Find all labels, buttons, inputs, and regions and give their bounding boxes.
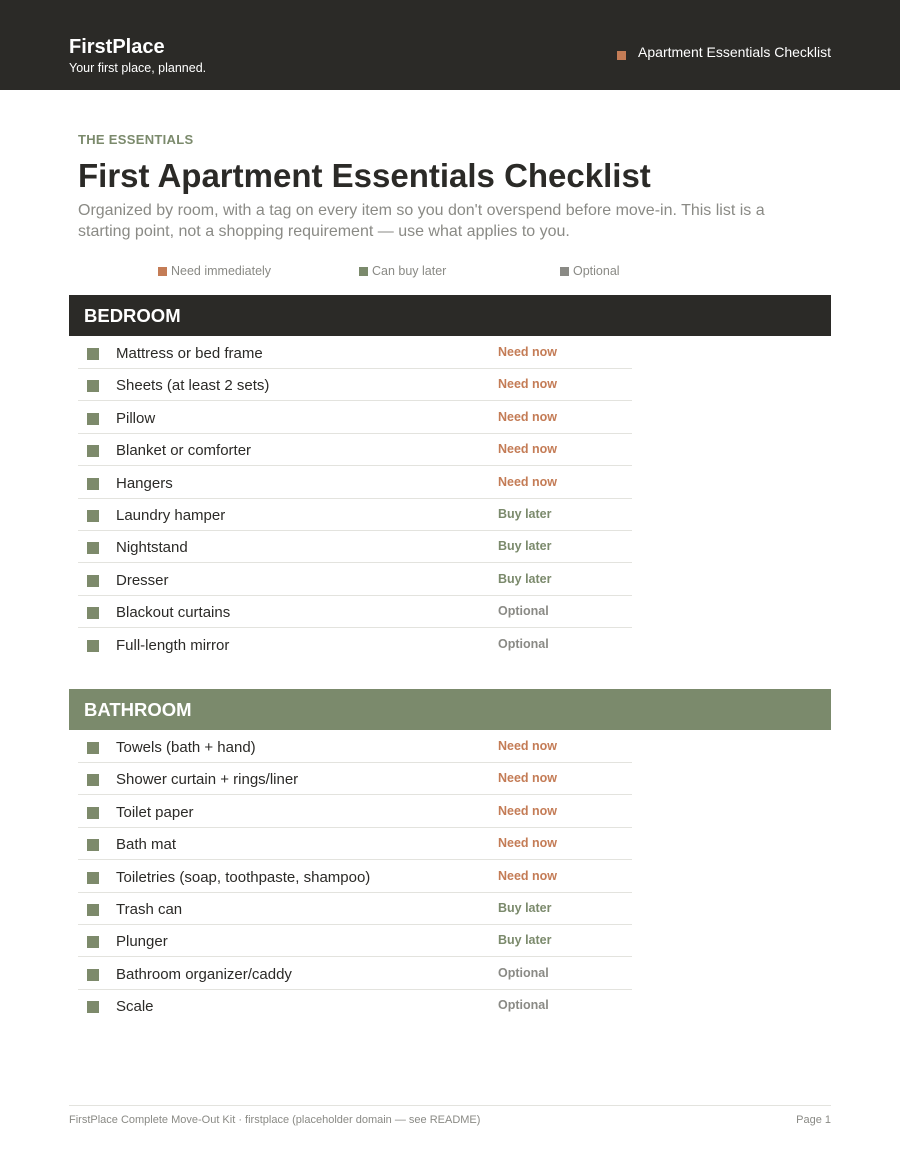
checklist-item <box>78 828 632 860</box>
section-eyebrow: THE ESSENTIALS <box>78 132 194 147</box>
item-label: Toiletries (soap, toothpaste, shampoo) <box>116 868 371 886</box>
priority-tag: Need now <box>498 771 558 786</box>
priority-tag: Buy later <box>498 933 552 948</box>
checklist-item <box>78 402 632 434</box>
checkbox-icon[interactable] <box>87 510 99 522</box>
item-label: Blanket or comforter <box>116 442 252 460</box>
legend <box>0 264 900 280</box>
item-label: Scale <box>116 998 154 1016</box>
checklist-item <box>78 861 632 893</box>
priority-tag: Buy later <box>498 507 552 521</box>
checkbox-icon[interactable] <box>87 445 99 457</box>
priority-tag: Need now <box>498 442 558 457</box>
checkbox-icon[interactable] <box>87 478 99 490</box>
legend-item-need-immediately <box>158 264 271 278</box>
priority-tag: Need now <box>498 345 558 359</box>
checklist-item <box>78 925 632 957</box>
square-bullet-icon <box>617 51 626 60</box>
top-bar <box>0 0 900 90</box>
checkbox-icon[interactable] <box>87 1001 99 1013</box>
document-title: Apartment Essentials Checklist <box>638 43 831 60</box>
legend-swatch-icon <box>560 267 569 276</box>
checklist-item <box>78 958 632 990</box>
checkbox-icon[interactable] <box>87 807 99 819</box>
checkbox-icon[interactable] <box>87 575 99 587</box>
checkbox-icon[interactable] <box>87 413 99 425</box>
item-label: Sheets (at least 2 sets) <box>116 377 270 395</box>
legend-swatch-icon <box>158 267 167 276</box>
priority-tag: Buy later <box>498 571 552 586</box>
item-label: Mattress or bed frame <box>116 345 263 362</box>
checkbox-icon[interactable] <box>87 742 99 754</box>
priority-tag: Optional <box>498 965 549 980</box>
document-label <box>617 43 831 60</box>
priority-tag: Need now <box>498 474 558 489</box>
checkbox-icon[interactable] <box>87 542 99 554</box>
checkbox-icon[interactable] <box>87 640 99 652</box>
legend-label: Need immediately <box>171 264 272 278</box>
checkbox-icon[interactable] <box>87 839 99 851</box>
item-label: Bathroom organizer/caddy <box>116 965 292 983</box>
item-label: Blackout curtains <box>116 604 231 622</box>
checklist-item <box>78 564 632 596</box>
checklist-item <box>78 731 632 763</box>
section-header-bathroom: BATHROOM <box>69 689 831 730</box>
checklist-item <box>78 369 632 401</box>
checklist-item <box>78 467 632 499</box>
item-label: Plunger <box>116 933 168 951</box>
checkbox-icon[interactable] <box>87 380 99 392</box>
item-label: Laundry hamper <box>116 507 226 524</box>
checklist-item <box>78 893 632 925</box>
item-label: Trash can <box>116 901 183 918</box>
checklist-item <box>78 337 632 369</box>
priority-tag: Buy later <box>498 901 552 915</box>
priority-tag: Need now <box>498 409 558 424</box>
checklist-item <box>78 434 632 466</box>
priority-tag: Need now <box>498 803 558 818</box>
checklist-item <box>78 990 632 1022</box>
item-label: Nightstand <box>116 539 188 557</box>
priority-tag: Need now <box>498 739 558 753</box>
checklist-item <box>78 499 632 531</box>
checklist-item <box>78 796 632 828</box>
legend-item-optional <box>560 264 620 278</box>
section-header-bedroom: BEDROOM <box>69 295 831 336</box>
checkbox-icon[interactable] <box>87 936 99 948</box>
legend-item-buy-later <box>359 264 446 278</box>
checkbox-icon[interactable] <box>87 348 99 360</box>
item-label: Shower curtain + rings/liner <box>116 771 299 789</box>
checkbox-icon[interactable] <box>87 872 99 884</box>
priority-tag: Optional <box>498 636 549 651</box>
priority-tag: Optional <box>498 604 549 619</box>
item-label: Dresser <box>116 571 169 589</box>
checklist-item <box>78 596 632 628</box>
brand-name: FirstPlace <box>69 36 165 58</box>
priority-tag: Need now <box>498 377 558 392</box>
checkbox-icon[interactable] <box>87 607 99 619</box>
priority-tag: Optional <box>498 998 549 1013</box>
footer-text: FirstPlace Complete Move-Out Kit · firstplace (placeholder domain — see README) <box>69 1114 481 1126</box>
priority-tag: Buy later <box>498 539 552 554</box>
footer-divider <box>69 1105 831 1106</box>
checklist-item <box>78 763 632 795</box>
legend-label: Optional <box>573 264 620 278</box>
checkbox-icon[interactable] <box>87 774 99 786</box>
item-label: Hangers <box>116 474 173 492</box>
item-label: Towels (bath + hand) <box>116 739 256 756</box>
legend-label: Can buy later <box>372 264 447 278</box>
item-label: Bath mat <box>116 836 177 854</box>
brand-tagline: Your first place, planned. <box>69 61 207 75</box>
page-number: Page 1 <box>796 1114 831 1126</box>
checkbox-icon[interactable] <box>87 969 99 981</box>
item-label: Pillow <box>116 409 156 427</box>
checklist-item <box>78 629 632 661</box>
checklist-item <box>78 531 632 563</box>
legend-swatch-icon <box>359 267 368 276</box>
page-title: First Apartment Essentials Checklist <box>78 157 651 194</box>
priority-tag: Need now <box>498 836 558 851</box>
item-label: Full-length mirror <box>116 636 230 654</box>
checkbox-icon[interactable] <box>87 904 99 916</box>
intro-paragraph: Organized by room, with a tag on every item so you don't overspend before move-in. This list is a starting point, not a shopping requirement — use what applies to you. <box>78 202 765 240</box>
priority-tag: Need now <box>498 868 558 883</box>
item-label: Toilet paper <box>116 803 194 821</box>
